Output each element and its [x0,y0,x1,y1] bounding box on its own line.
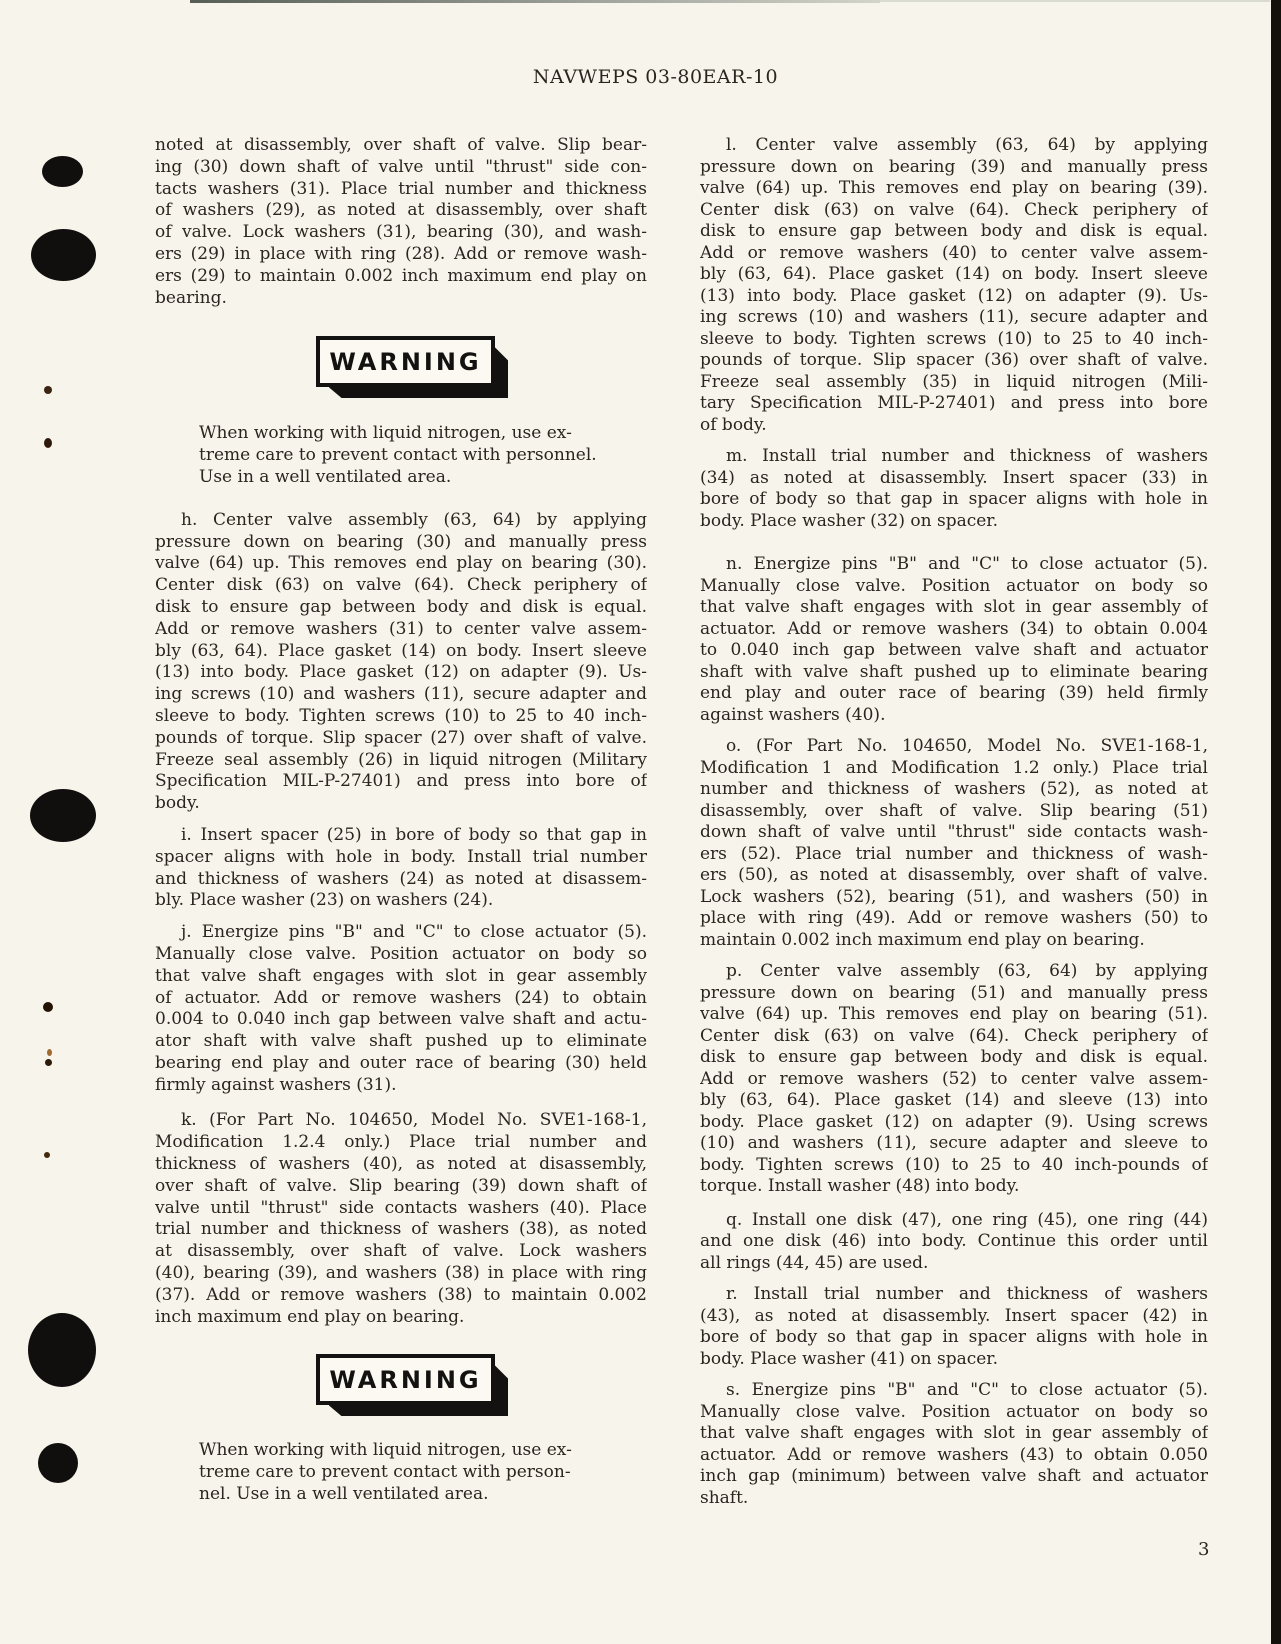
warning-box [316,1354,508,1416]
text-line: shaft with valve shaft pushed up to eliminate bearing [700,661,1208,682]
text-line: r. Install trial number and thickness of washers [726,1284,1208,1304]
text-line: When working with liquid nitrogen, use ex- [199,1440,572,1461]
paragraph-h [155,510,647,815]
text-line: Add or remove washers (31) to center valve assem- [155,618,647,639]
ink-blot-medium [38,1443,78,1483]
text-line: treme care to prevent contact with person- [199,1462,571,1483]
text-line: pounds of torque. Slip spacer (27) over shaft of valve. [155,727,647,748]
text-line: valve (64) up. This removes end play on bearing (30). [155,553,647,574]
text-line: tacts washers (31). Place trial number and thickness [155,178,647,199]
paragraph-j [155,922,647,1096]
ink-speck [43,1002,53,1012]
text-line: i. Insert spacer (25) in bore of body so that gap in [181,824,647,845]
text-line: of body. [700,414,767,435]
text-line: pressure down on bearing (39) and manually press [700,156,1208,177]
text-line: j. Energize pins "B" and "C" to close actuator (5). [181,922,647,943]
text-line: to 0.040 inch gap between valve shaft and actuator [700,640,1208,660]
text-line: of washers (29), as noted at disassembly, over shaft [155,200,647,221]
text-line: ator shaft with valve shaft pushed up to eliminate [155,1031,647,1052]
text-line: body. Place washer (41) on spacer. [700,1348,998,1369]
text-line: (10) and washers (11), secure adapter and sleeve to [700,1133,1208,1153]
text-line: disk to ensure gap between body and disk is equal. [700,221,1208,241]
text-line: n. Energize pins "B" and "C" to close actuator (5). [726,554,1208,574]
text-line: firmly against washers (31). [155,1074,397,1095]
text-line: s. Energize pins "B" and "C" to close actuator (5). [726,1380,1208,1400]
page-number: 3 [1198,1539,1210,1560]
text-line: against washers (40). [700,704,886,725]
ink-speck [45,1059,52,1066]
text-line: m. Install trial number and thickness of washers [726,446,1208,466]
text-line: all rings (44, 45) are used. [700,1252,929,1273]
text-line: maintain 0.002 inch maximum end play on bearing. [700,929,1145,950]
text-line: Manually close valve. Position actuator on body so [700,575,1208,596]
warning-box-face [316,336,495,387]
text-line: (13) into body. Place gasket (12) on adapter (9). Us- [155,662,647,683]
paragraph-l [700,135,1208,436]
text-line: Manually close valve. Position actuator on body so [700,1401,1208,1422]
text-line: body. Tighten screws (10) to 25 to 40 inch-pounds of [700,1154,1208,1175]
text-line: body. Place washer (32) on spacer. [700,510,998,531]
text-line: Freeze seal assembly (35) in liquid nitrogen (Mili- [700,371,1208,392]
text-line: down shaft of valve until "thrust" side contacts wash- [700,822,1208,842]
text-line: end play and outer race of bearing (39) held firmly [700,683,1208,703]
text-line: bly. Place washer (23) on washers (24). [155,890,494,911]
text-line: sleeve to body. Tighten screws (10) to 25 to 40 inch- [700,328,1208,349]
text-line: valve until "thrust" side contacts washers (40). Place [155,1197,647,1218]
text-line: pressure down on bearing (30) and manually press [155,531,647,552]
paragraph-n [700,554,1208,726]
scan-top-edge-artifact [190,0,880,3]
text-line: ing screws (10) and washers (11), secure adapter and [700,307,1208,327]
text-line: bearing end play and outer race of bearing (30) held [155,1052,647,1073]
text-line: actuator. Add or remove washers (43) to obtain 0.050 [700,1444,1208,1465]
text-line: Modification 1.2.4 only.) Place trial number and [155,1132,647,1153]
ink-speck [44,438,52,448]
paragraph-m [700,446,1208,532]
text-line: noted at disassembly, over shaft of valve. Slip bear- [155,135,647,155]
text-line: trial number and thickness of washers (38), as noted [155,1219,647,1240]
paragraph-continuation [155,135,647,309]
text-line: ing (30) down shaft of valve until "thrust" side con- [155,156,647,177]
page-edge-shadow [1271,0,1281,1644]
text-line: at disassembly, over shaft of valve. Lock washers [155,1241,647,1262]
text-line: (34) as noted at disassembly. Insert spacer (33) in [700,467,1208,488]
warning-label: WARNING [329,347,482,376]
ink-blot-large [28,1313,96,1387]
text-line: inch gap (minimum) between valve shaft and actuator [700,1466,1208,1486]
text-line: number and thickness of washers (52), as noted at [700,779,1208,799]
text-line: q. Install one disk (47), one ring (45), one ring (44) [726,1209,1208,1230]
text-line: 0.004 to 0.040 inch gap between valve shaft and actu- [155,1009,647,1030]
warning-note [199,423,611,488]
text-line: inch maximum end play on bearing. [155,1306,465,1327]
text-line: Center disk (63) on valve (64). Check periphery of [155,575,647,596]
ink-speck [44,386,52,394]
ink-blot-large [31,229,96,281]
text-line: Modification 1 and Modification 1.2 only.) Place trial [700,757,1208,778]
text-line: that valve shaft engages with slot in gear assembly [155,965,647,986]
text-line: ers (52). Place trial number and thickness of wash- [700,843,1208,864]
text-line: bore of body so that gap in spacer aligns with hole in [700,489,1208,509]
text-line: body. Place gasket (12) on adapter (9). Using screws [700,1111,1208,1132]
text-line: l. Center valve assembly (63, 64) by applying [726,135,1208,155]
paragraph-s [700,1380,1208,1509]
text-line: thickness of washers (40), as noted at disassembly, [155,1154,647,1175]
text-line: valve (64) up. This removes end play on bearing (51). [700,1004,1208,1024]
text-line: bearing. [155,287,227,308]
ink-speck [47,1049,52,1056]
page-header: NAVWEPS 03-80EAR-10 [532,66,779,88]
paragraph-q [700,1210,1208,1275]
text-line: disassembly, over shaft of valve. Slip bearing (51) [700,800,1208,821]
warning-note [199,1440,611,1505]
text-line: Add or remove washers (40) to center valve assem- [700,242,1208,263]
text-line: Center disk (63) on valve (64). Check periphery of [700,199,1208,220]
text-line: p. Center valve assembly (63, 64) by applying [726,961,1208,981]
text-line: (43), as noted at disassembly. Insert spacer (42) in [700,1305,1208,1326]
text-line: that valve shaft engages with slot in gear assembly of [700,1423,1208,1443]
text-line: body. [155,793,200,814]
right-column [700,135,1208,1509]
ink-blot-large [30,789,96,842]
scan-top-edge-artifact-light [880,0,1270,2]
text-line: Add or remove washers (52) to center valve assem- [700,1068,1208,1089]
text-line: ers (50), as noted at disassembly, over shaft of valve. [700,865,1208,885]
warning-label: WARNING [329,1365,482,1394]
text-line: Freeze seal assembly (26) in liquid nitrogen (Military [155,749,647,770]
text-line: h. Center valve assembly (63, 64) by applying [181,509,647,530]
text-line: Center disk (63) on valve (64). Check periphery of [700,1025,1208,1046]
text-line: bly (63, 64). Place gasket (14) on body. Insert sleeve [155,640,647,661]
text-line: bly (63, 64). Place gasket (14) on body. Insert sleeve [700,264,1208,284]
text-line: bly (63, 64). Place gasket (14) and sleeve (13) into [700,1090,1208,1110]
text-line: nel. Use in a well ventilated area. [199,1484,489,1505]
text-line: disk to ensure gap between body and disk is equal. [155,596,647,617]
left-column [155,135,647,1506]
text-line: k. (For Part No. 104650, Model No. SVE1-168-1, [181,1110,647,1131]
text-line: tary Specification MIL-P-27401) and press into bore [700,393,1208,413]
text-line: (40), bearing (39), and washers (38) in place with ring [155,1263,647,1284]
text-line: When working with liquid nitrogen, use ex- [199,423,572,444]
text-line: pounds of torque. Slip spacer (36) over shaft of valve. [700,350,1208,370]
text-line: o. (For Part No. 104650, Model No. SVE1-168-1, [726,736,1208,756]
text-line: bore of body so that gap in spacer aligns with hole in [700,1327,1208,1347]
text-line: and thickness of washers (24) as noted at disassem- [155,868,647,889]
text-line: place with ring (49). Add or remove washers (50) to [700,908,1208,928]
text-line: sleeve to body. Tighten screws (10) to 25 to 40 inch- [155,705,647,726]
text-line: pressure down on bearing (51) and manually press [700,982,1208,1003]
text-line: of valve. Lock washers (31), bearing (30), and wash- [155,222,647,243]
paragraph-p [700,961,1208,1198]
text-line: Use in a well ventilated area. [199,466,452,487]
text-line: spacer aligns with hole in body. Install trial number [155,846,647,867]
text-line: that valve shaft engages with slot in gear assembly of [700,597,1208,617]
paragraph-i [155,825,647,912]
text-line: ers (29) in place with ring (28). Add or remove wash- [155,243,647,264]
ink-speck [44,1152,50,1158]
text-line: ing screws (10) and washers (11), secure adapter and [155,684,647,705]
warning-box [316,336,508,398]
paragraph-o [700,736,1208,951]
text-line: over shaft of valve. Slip bearing (39) down shaft of [155,1175,647,1196]
text-line: of actuator. Add or remove washers (24) to obtain [155,987,647,1008]
ink-blot-small [42,156,83,187]
text-line: valve (64) up. This removes end play on bearing (39). [700,178,1208,198]
text-line: (13) into body. Place gasket (12) on adapter (9). Us- [700,285,1208,306]
paragraph-k [155,1110,647,1328]
text-line: shaft. [700,1487,749,1508]
text-line: disk to ensure gap between body and disk is equal. [700,1047,1208,1067]
text-line: ers (29) to maintain 0.002 inch maximum end play on [155,265,647,286]
paragraph-r [700,1284,1208,1370]
text-line: torque. Install washer (48) into body. [700,1176,1020,1196]
text-line: (37). Add or remove washers (38) to maintain 0.002 [155,1284,647,1305]
text-line: treme care to prevent contact with personnel. [199,445,597,466]
warning-box-face [316,1354,495,1405]
text-line: Lock washers (52), bearing (51), and washers (50) in [700,886,1208,907]
text-line: actuator. Add or remove washers (34) to obtain 0.004 [700,618,1208,639]
text-line: and one disk (46) into body. Continue this order until [700,1231,1208,1251]
text-line: Manually close valve. Position actuator on body so [155,943,647,964]
text-line: Specification MIL-P-27401) and press into bore of [155,771,647,792]
